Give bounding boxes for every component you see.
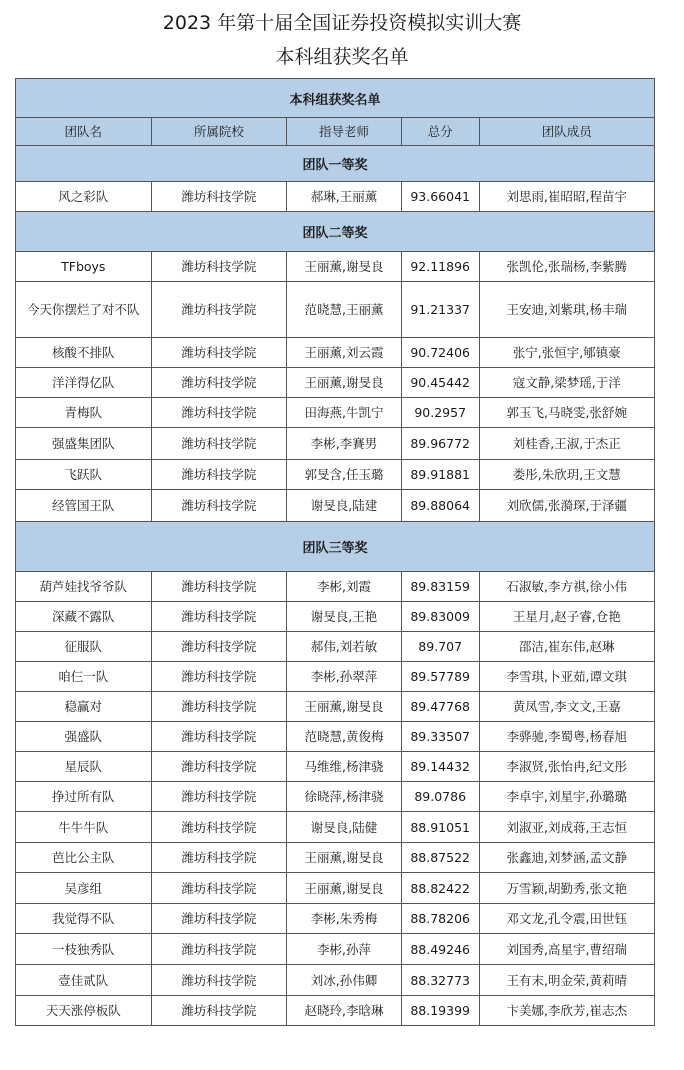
team-members: 寇文静,梁梦瑶,于洋 — [480, 368, 654, 397]
advisor-names: 范晓慧,黄俊梅 — [287, 722, 402, 751]
team-name: 核酸不排队 — [16, 338, 152, 367]
team-name: TFboys — [16, 252, 152, 281]
table-row — [15, 843, 655, 873]
team-name: 今天你摆烂了对不队 — [16, 282, 152, 337]
team-members: 娄彤,朱欣玥,王文慧 — [480, 460, 654, 489]
school-name: 潍坊科技学院 — [152, 722, 288, 751]
school-name: 潍坊科技学院 — [152, 252, 288, 281]
total-score: 92.11896 — [402, 252, 480, 281]
team-name: 我觉得不队 — [16, 904, 152, 933]
advisor-names: 谢旻良,王艳 — [287, 602, 402, 631]
table-row — [15, 692, 655, 722]
team-name: 深藏不露队 — [16, 602, 152, 631]
school-name: 潍坊科技学院 — [152, 965, 288, 995]
advisor-names: 王丽薰,谢旻良 — [287, 873, 402, 903]
team-members: 张鑫迪,刘梦涵,孟文静 — [480, 843, 654, 872]
advisor-names: 徐晓萍,杨津骁 — [287, 782, 402, 811]
team-name: 葫芦娃找爷爷队 — [16, 572, 152, 601]
advisor-names: 王丽薰,谢旻良 — [287, 692, 402, 721]
school-name: 潍坊科技学院 — [152, 428, 288, 459]
total-score: 89.47768 — [402, 692, 480, 721]
table-row — [15, 722, 655, 752]
team-members: 张宁,张恒宇,郇镇豪 — [480, 338, 654, 367]
table-row — [15, 182, 655, 212]
total-score: 89.91881 — [402, 460, 480, 489]
advisor-names: 李彬,刘霞 — [287, 572, 402, 601]
advisor-names: 郭旻含,任玉璐 — [287, 460, 402, 489]
team-name: 青梅队 — [16, 398, 152, 427]
table-row — [15, 282, 655, 338]
team-name: 洋洋得亿队 — [16, 368, 152, 397]
advisor-names: 郝琳,王丽薰 — [287, 182, 402, 211]
team-members: 邵洁,崔东伟,赵琳 — [480, 632, 654, 661]
advisor-names: 赵晓玲,李晗琳 — [287, 996, 402, 1025]
school-name: 潍坊科技学院 — [152, 934, 288, 964]
team-members: 邓文龙,孔令震,田世钰 — [480, 904, 654, 933]
team-name: 经管国王队 — [16, 490, 152, 521]
total-score: 88.49246 — [402, 934, 480, 964]
award-section-header: 团队二等奖 — [15, 212, 655, 252]
table-row — [15, 965, 655, 996]
advisor-names: 谢旻良,陆健 — [287, 812, 402, 842]
table-row — [15, 934, 655, 965]
advisor-names: 王丽薰,谢旻良 — [287, 368, 402, 397]
total-score: 90.45442 — [402, 368, 480, 397]
advisor-names: 刘冰,孙伟卿 — [287, 965, 402, 995]
school-name: 潍坊科技学院 — [152, 572, 288, 601]
school-name: 潍坊科技学院 — [152, 182, 288, 211]
total-score: 88.91051 — [402, 812, 480, 842]
total-score: 89.0786 — [402, 782, 480, 811]
advisor-names: 李彬,朱秀梅 — [287, 904, 402, 933]
advisor-names: 李彬,孙翠萍 — [287, 662, 402, 691]
school-name: 潍坊科技学院 — [152, 873, 288, 903]
school-name: 潍坊科技学院 — [152, 662, 288, 691]
advisor-names: 王丽薰,谢旻良 — [287, 252, 402, 281]
school-name: 潍坊科技学院 — [152, 996, 288, 1025]
total-score: 88.78206 — [402, 904, 480, 933]
team-name: 吴彦组 — [16, 873, 152, 903]
team-members: 刘淑亚,刘成蒋,王志恒 — [480, 812, 654, 842]
total-score: 88.32773 — [402, 965, 480, 995]
award-table — [15, 78, 655, 1026]
award-section-header: 团队三等奖 — [15, 522, 655, 572]
team-members: 王有末,明金荣,黄莉晴 — [480, 965, 654, 995]
total-score: 91.21337 — [402, 282, 480, 337]
total-score: 89.83159 — [402, 572, 480, 601]
table-row — [15, 490, 655, 522]
team-name: 芭比公主队 — [16, 843, 152, 872]
advisor-names: 范晓慧,王丽薰 — [287, 282, 402, 337]
table-row — [15, 782, 655, 812]
total-score: 89.707 — [402, 632, 480, 661]
team-members: 李雪琪,卜亚茹,谭文琪 — [480, 662, 654, 691]
table-row — [15, 812, 655, 843]
total-score: 89.57789 — [402, 662, 480, 691]
school-name: 潍坊科技学院 — [152, 398, 288, 427]
document-subtitle: 本科组获奖名单 — [275, 46, 409, 68]
table-row — [15, 632, 655, 662]
team-name: 壹佳贰队 — [16, 965, 152, 995]
table-row — [15, 752, 655, 782]
school-name: 潍坊科技学院 — [152, 490, 288, 521]
team-members: 石淑敏,李方祺,徐小伟 — [480, 572, 654, 601]
school-name: 潍坊科技学院 — [152, 752, 288, 781]
school-name: 潍坊科技学院 — [152, 602, 288, 631]
table-row — [15, 996, 655, 1026]
team-name: 稳赢对 — [16, 692, 152, 721]
advisor-names: 谢旻良,陆建 — [287, 490, 402, 521]
total-score: 90.2957 — [402, 398, 480, 427]
table-header-row — [15, 118, 655, 146]
total-score: 89.83009 — [402, 602, 480, 631]
school-name: 潍坊科技学院 — [152, 338, 288, 367]
advisor-names: 李彬,李賽男 — [287, 428, 402, 459]
school-name: 潍坊科技学院 — [152, 692, 288, 721]
school-name: 潍坊科技学院 — [152, 843, 288, 872]
header-teacher: 指导老师 — [287, 118, 402, 145]
total-score: 90.72406 — [402, 338, 480, 367]
table-row — [15, 662, 655, 692]
team-members: 黄凤雪,李文文,王嘉 — [480, 692, 654, 721]
total-score: 88.87522 — [402, 843, 480, 872]
table-row — [15, 252, 655, 282]
advisor-names: 马维维,杨津骁 — [287, 752, 402, 781]
school-name: 潍坊科技学院 — [152, 282, 288, 337]
header-members: 团队成员 — [541, 124, 592, 139]
team-name: 强盛集团队 — [16, 428, 152, 459]
total-score: 89.14432 — [402, 752, 480, 781]
team-members: 郭玉飞,马晓雯,张舒婉 — [480, 398, 654, 427]
total-score: 93.66041 — [402, 182, 480, 211]
school-name: 潍坊科技学院 — [152, 904, 288, 933]
team-members: 李骅驰,李蜀粤,杨春旭 — [480, 722, 654, 751]
team-name: 飞跃队 — [16, 460, 152, 489]
total-score: 89.88064 — [402, 490, 480, 521]
table-row — [15, 873, 655, 904]
table-row — [15, 428, 655, 460]
total-score: 88.19399 — [402, 996, 480, 1025]
advisor-names: 郝伟,刘若敏 — [287, 632, 402, 661]
school-name: 潍坊科技学院 — [152, 632, 288, 661]
total-score: 89.96772 — [402, 428, 480, 459]
team-name: 征服队 — [16, 632, 152, 661]
award-section-header: 团队一等奖 — [15, 146, 655, 182]
table-row — [15, 904, 655, 934]
school-name: 潍坊科技学院 — [152, 812, 288, 842]
advisor-names: 田海燕,牛凯宁 — [287, 398, 402, 427]
table-row — [15, 338, 655, 368]
advisor-names: 王丽薰,谢旻良 — [287, 843, 402, 872]
header-score: 总分 — [402, 118, 480, 145]
school-name: 潍坊科技学院 — [152, 368, 288, 397]
table-row — [15, 572, 655, 602]
team-members: 刘国秀,高星宇,曹绍瑞 — [480, 934, 654, 964]
total-score: 89.33507 — [402, 722, 480, 751]
team-name: 强盛队 — [16, 722, 152, 751]
school-name: 潍坊科技学院 — [152, 460, 288, 489]
table-row — [15, 460, 655, 490]
team-members: 王安迪,刘紫琪,杨丰瑞 — [480, 282, 654, 337]
team-members: 李卓宇,刘星宇,孙璐璐 — [480, 782, 654, 811]
team-members: 卞美娜,李欣芳,崔志杰 — [480, 996, 654, 1025]
team-members: 王星月,赵子睿,仓艳 — [480, 602, 654, 631]
total-score: 88.82422 — [402, 873, 480, 903]
header-team: 团队名 — [16, 118, 152, 145]
team-members: 李淑贤,张怡冉,纪文彤 — [480, 752, 654, 781]
table-row — [15, 368, 655, 398]
team-name: 星辰队 — [16, 752, 152, 781]
team-name: 牛牛牛队 — [16, 812, 152, 842]
table-row — [15, 602, 655, 632]
school-name: 潍坊科技学院 — [152, 782, 288, 811]
team-name: 风之彩队 — [16, 182, 152, 211]
table-caption: 本科组获奖名单 — [15, 78, 655, 118]
header-school: 所属院校 — [152, 118, 288, 145]
team-members: 万雪颖,胡勤秀,张文艳 — [480, 873, 654, 903]
team-members: 刘桂香,王淑,于杰正 — [480, 428, 654, 459]
team-name: 咱仨一队 — [16, 662, 152, 691]
team-name: 一枝独秀队 — [16, 934, 152, 964]
document-title: 2023 年第十届全国证券投资模拟实训大赛 — [162, 12, 522, 34]
team-members: 刘思雨,崔昭昭,程苗宇 — [480, 182, 654, 211]
team-members: 刘欣儒,张漪琛,于泽疆 — [480, 490, 654, 521]
advisor-names: 李彬,孙萍 — [287, 934, 402, 964]
team-name: 天天涨停板队 — [16, 996, 152, 1025]
team-name: 挣过所有队 — [16, 782, 152, 811]
advisor-names: 王丽薰,刘云霞 — [287, 338, 402, 367]
team-members: 张凯伦,张瑞杨,李紫腾 — [480, 252, 654, 281]
table-row — [15, 398, 655, 428]
